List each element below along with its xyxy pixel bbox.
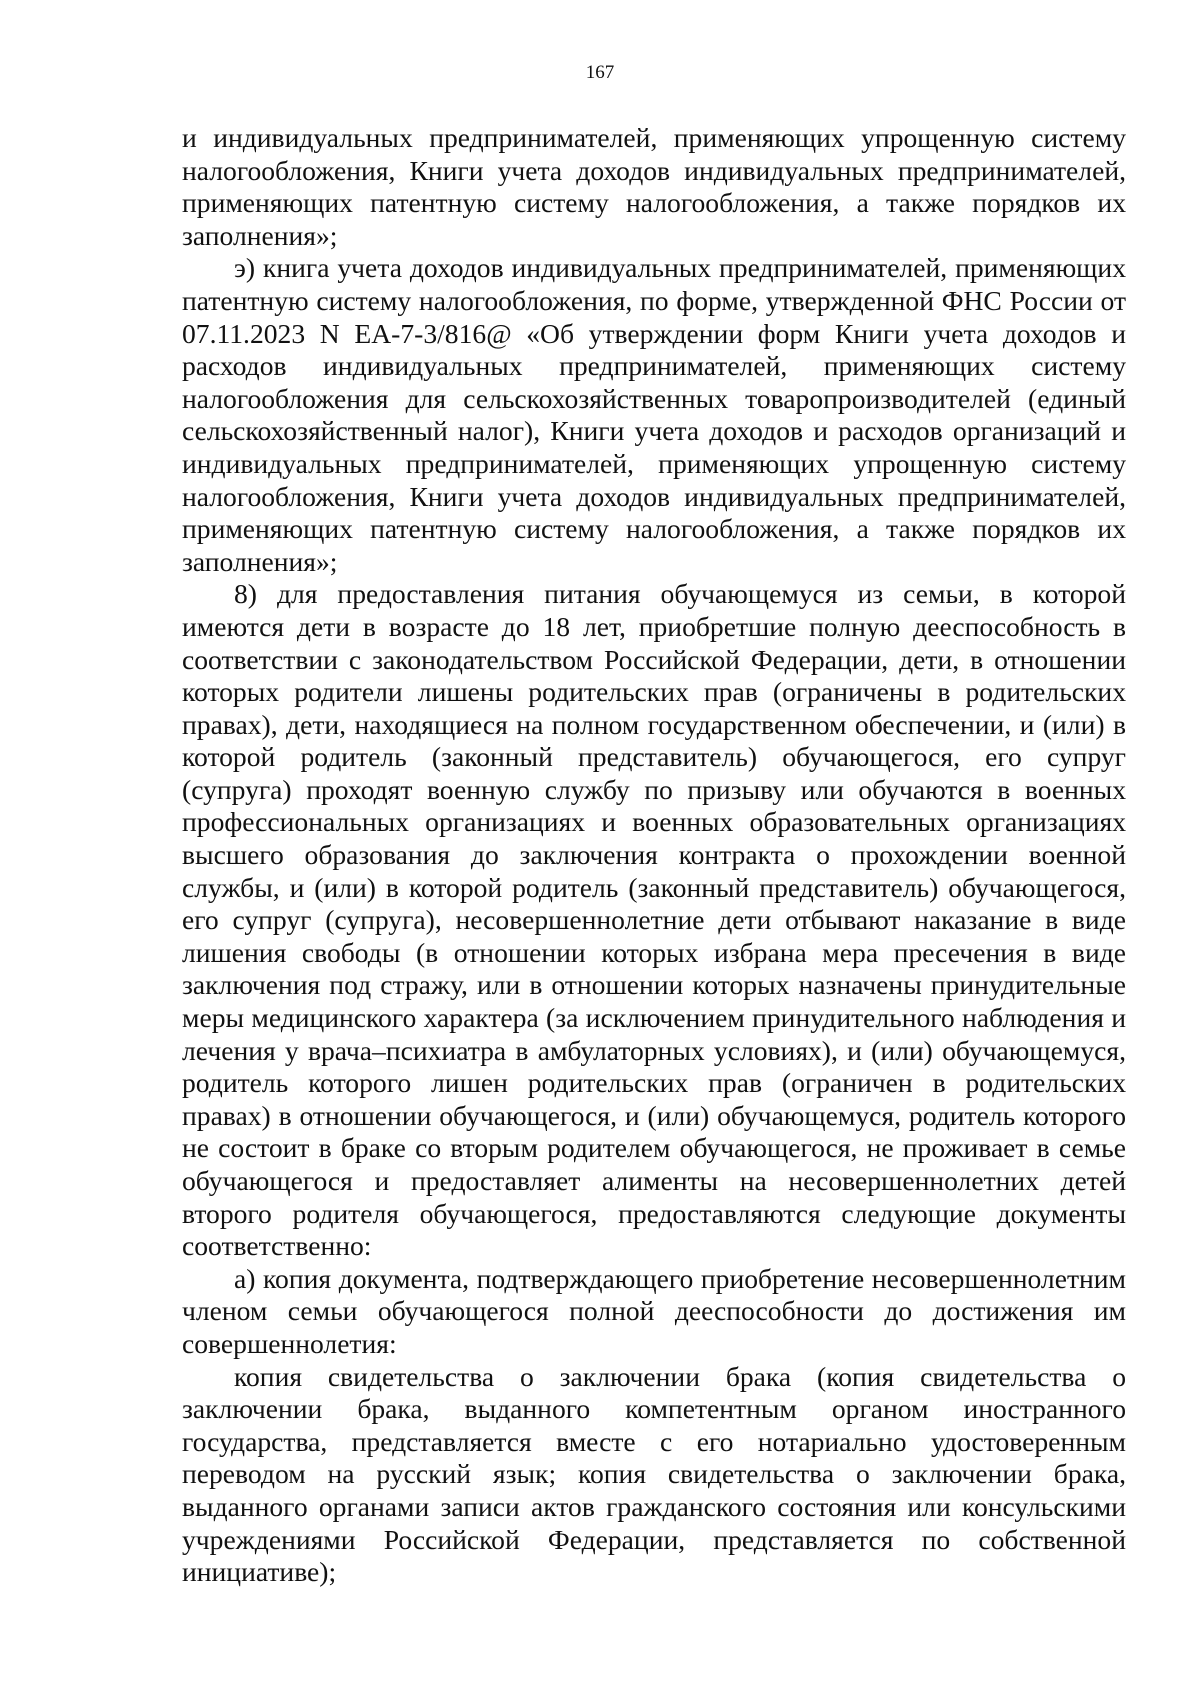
page-number: 167 (585, 62, 615, 83)
paragraph-item-8: 8) для предоставления питания обучающемуся из семьи, в которой имеются дети в возрасте до 18 лет, приобретшие полную дееспособность в соответствии с законодательством Российской Федерации, дети, в отношении которых родители лишены родительских прав (ограничены в родительских правах), дети, находящиеся на полном государственном обеспечении, и (или) в которой родитель (законный представитель) обучающегося, его супруг (супруга) проходят военную службу по призыву или обучаются в военных профессиональных организациях и военных образовательных организациях высшего образования до заключения контракта о прохождении военной службы, и (или) в которой родитель (законный представитель) обучающегося, его супруг (супруга), несовершеннолетние дети отбывают наказание в виде лишения свободы (в отношении которых избрана мера пресечения в виде заключения под стражу, или в отношении которых назначены принудительные меры медицинского характера (за исключением принудительного наблюдения и лечения у врача–психиатра в амбулаторных условиях), и (или) обучающемуся, родитель которого лишен родительских прав (ограничен в родительских правах) в отношении обучающегося, и (или) обучающемуся, родитель которого не состоит в браке со вторым родителем обучающегося, не проживает в семье обучающегося и предоставляет алименты на несовершеннолетних детей второго родителя обучающегося, предоставляются следующие документы соответственно: (182, 578, 1126, 1262)
paragraph-item-a: а) копия документа, подтверждающего приобретение несовершеннолетним членом семьи обучающегося полной дееспособности до достижения им совершеннолетия: (182, 1262, 1126, 1359)
paragraph-item-e: э) книга учета доходов индивидуальных предпринимателей, применяющих патентную систему налогообложения, по форме, утвержденной ФНС России от 07.11.2023 N ЕА-7-3/816@ «Об утверждении форм Книги учета доходов и расходов индивидуальных предпринимателей, применяющих систему налогообложения для сельскохозяйственных товаропроизводителей (единый сельскохозяйственный налог), Книги учета доходов и расходов организаций и индивидуальных предпринимателей, применяющих упрощенную систему налогообложения, Книги учета доходов индивидуальных предпринимателей, применяющих патентную систему налогообложения, а также порядков их заполнения»; (182, 252, 1126, 577)
document-body (182, 122, 1126, 1589)
paragraph-marriage-certificate: копия свидетельства о заключении брака (копия свидетельства о заключении брака, выданного компетентным органом иностранного государства, представляется вместе с его нотариально удостоверенным переводом на русский язык; копия свидетельства о заключении брака, выданного органами записи актов гражданского состояния или консульскими учреждениями Российской Федерации, представляется по собственной инициативе); (182, 1360, 1126, 1588)
paragraph-continuation: и индивидуальных предпринимателей, применяющих упрощенную систему налогообложения, Книги учета доходов индивидуальных предпринимателей, применяющих патентную систему налогообложения, а также порядков их заполнения»; (182, 122, 1126, 251)
